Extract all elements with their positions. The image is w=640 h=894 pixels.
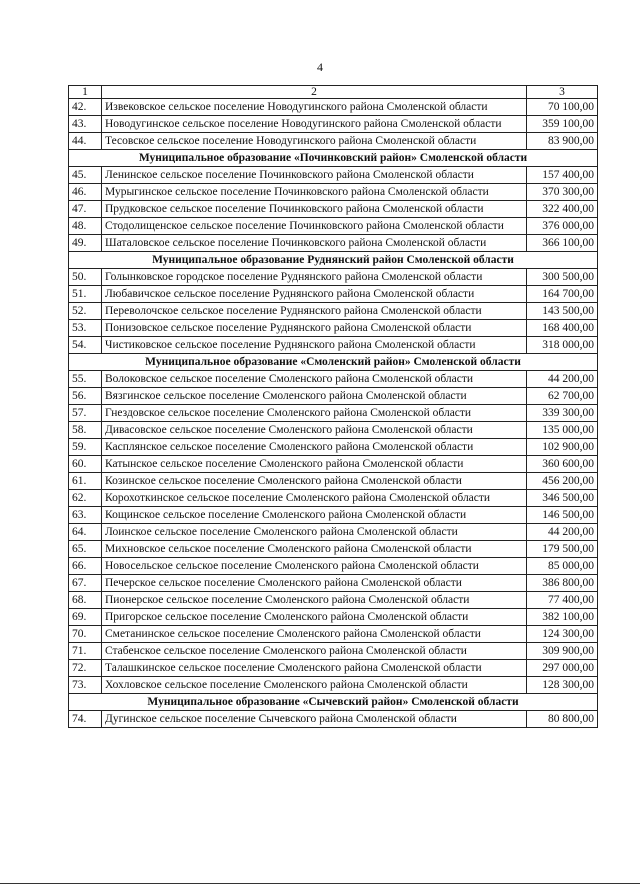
row-number: 61.	[69, 473, 102, 490]
row-number: 50.	[69, 269, 102, 286]
table-row	[69, 99, 598, 116]
row-number: 73.	[69, 677, 102, 694]
row-number: 69.	[69, 609, 102, 626]
amount: 85 000,00	[527, 558, 598, 575]
amount: 322 400,00	[527, 201, 598, 218]
settlement-name: Чистиковское сельское поселение Руднянского района Смоленской области	[102, 337, 527, 354]
row-number: 67.	[69, 575, 102, 592]
amount: 62 700,00	[527, 388, 598, 405]
amount: 346 500,00	[527, 490, 598, 507]
amount: 456 200,00	[527, 473, 598, 490]
settlement-name: Вязгинское сельское поселение Смоленского района Смоленской области	[102, 388, 527, 405]
table-row	[69, 184, 598, 201]
table-row	[69, 218, 598, 235]
table-row	[69, 388, 598, 405]
table-row	[69, 490, 598, 507]
amount: 300 500,00	[527, 269, 598, 286]
amount: 135 000,00	[527, 422, 598, 439]
amount: 382 100,00	[527, 609, 598, 626]
amount: 297 000,00	[527, 660, 598, 677]
settlement-name: Стодолищенское сельское поселение Починковского района Смоленской области	[102, 218, 527, 235]
table-row	[69, 660, 598, 677]
settlement-name: Новодугинское сельское поселение Новодугинского района Смоленской области	[102, 116, 527, 133]
amount: 70 100,00	[527, 99, 598, 116]
amount: 128 300,00	[527, 677, 598, 694]
amount: 83 900,00	[527, 133, 598, 150]
row-number: 45.	[69, 167, 102, 184]
table-header-row	[69, 86, 598, 99]
row-number: 49.	[69, 235, 102, 252]
amount: 370 300,00	[527, 184, 598, 201]
table-row	[69, 116, 598, 133]
table-row	[69, 422, 598, 439]
settlement-name: Любавичское сельское поселение Руднянского района Смоленской области	[102, 286, 527, 303]
table-row	[69, 711, 598, 728]
group-header-row	[69, 694, 598, 711]
settlement-name: Дугинское сельское поселение Сычевского района Смоленской области	[102, 711, 527, 728]
row-number: 65.	[69, 541, 102, 558]
settlement-name: Голынковское городское поселение Руднянского района Смоленской области	[102, 269, 527, 286]
group-title: Муниципальное образование «Починковский район» Смоленской области	[69, 150, 598, 167]
amount: 77 400,00	[527, 592, 598, 609]
settlement-name: Волоковское сельское поселение Смоленского района Смоленской области	[102, 371, 527, 388]
settlement-name: Михновское сельское поселение Смоленского района Смоленской области	[102, 541, 527, 558]
settlement-name: Дивасовское сельское поселение Смоленского района Смоленской области	[102, 422, 527, 439]
group-title: Муниципальное образование «Сычевский район» Смоленской области	[69, 694, 598, 711]
table-row	[69, 439, 598, 456]
allocation-table	[68, 85, 598, 728]
row-number: 68.	[69, 592, 102, 609]
table-row	[69, 609, 598, 626]
amount: 366 100,00	[527, 235, 598, 252]
table-row	[69, 677, 598, 694]
table-row	[69, 235, 598, 252]
row-number: 58.	[69, 422, 102, 439]
row-number: 51.	[69, 286, 102, 303]
amount: 386 800,00	[527, 575, 598, 592]
settlement-name: Корохоткинское сельское поселение Смоленского района Смоленской области	[102, 490, 527, 507]
table-row	[69, 541, 598, 558]
amount: 44 200,00	[527, 524, 598, 541]
settlement-name: Прудковское сельское поселение Починковского района Смоленской области	[102, 201, 527, 218]
settlement-name: Лоинское сельское поселение Смоленского района Смоленской области	[102, 524, 527, 541]
settlement-name: Сметанинское сельское поселение Смоленского района Смоленской области	[102, 626, 527, 643]
row-number: 70.	[69, 626, 102, 643]
table-row	[69, 558, 598, 575]
row-number: 59.	[69, 439, 102, 456]
settlement-name: Хохловское сельское поселение Смоленского района Смоленской области	[102, 677, 527, 694]
amount: 146 500,00	[527, 507, 598, 524]
settlement-name: Понизовское сельское поселение Руднянского района Смоленской области	[102, 320, 527, 337]
group-title: Муниципальное образование «Смоленский район» Смоленской области	[69, 354, 598, 371]
table-row	[69, 575, 598, 592]
header-col-2: 2	[102, 86, 527, 99]
table-row	[69, 269, 598, 286]
amount: 44 200,00	[527, 371, 598, 388]
table-row	[69, 626, 598, 643]
amount: 359 100,00	[527, 116, 598, 133]
amount: 376 000,00	[527, 218, 598, 235]
row-number: 47.	[69, 201, 102, 218]
amount: 102 900,00	[527, 439, 598, 456]
row-number: 57.	[69, 405, 102, 422]
page-bottom-rule	[0, 883, 640, 884]
amount: 309 900,00	[527, 643, 598, 660]
amount: 80 800,00	[527, 711, 598, 728]
table-row	[69, 303, 598, 320]
table-row	[69, 405, 598, 422]
table-row	[69, 371, 598, 388]
settlement-name: Кощинское сельское поселение Смоленского района Смоленской области	[102, 507, 527, 524]
table-row	[69, 643, 598, 660]
settlement-name: Печерское сельское поселение Смоленского района Смоленской области	[102, 575, 527, 592]
table-row	[69, 133, 598, 150]
settlement-name: Стабенское сельское поселение Смоленского района Смоленской области	[102, 643, 527, 660]
row-number: 62.	[69, 490, 102, 507]
table-row	[69, 337, 598, 354]
settlement-name: Козинское сельское поселение Смоленского района Смоленской области	[102, 473, 527, 490]
amount: 339 300,00	[527, 405, 598, 422]
group-header-row	[69, 354, 598, 371]
row-number: 64.	[69, 524, 102, 541]
table-row	[69, 286, 598, 303]
amount: 164 700,00	[527, 286, 598, 303]
settlement-name: Ленинское сельское поселение Починковского района Смоленской области	[102, 167, 527, 184]
group-title: Муниципальное образование Руднянский район Смоленской области	[69, 252, 598, 269]
table-row	[69, 167, 598, 184]
table-row	[69, 320, 598, 337]
amount: 168 400,00	[527, 320, 598, 337]
settlement-name: Катынское сельское поселение Смоленского района Смоленской области	[102, 456, 527, 473]
row-number: 72.	[69, 660, 102, 677]
settlement-name: Мурыгинское сельское поселение Починковского района Смоленской области	[102, 184, 527, 201]
settlement-name: Шаталовское сельское поселение Починковского района Смоленской области	[102, 235, 527, 252]
row-number: 66.	[69, 558, 102, 575]
row-number: 43.	[69, 116, 102, 133]
settlement-name: Пригорское сельское поселение Смоленского района Смоленской области	[102, 609, 527, 626]
row-number: 55.	[69, 371, 102, 388]
table-row	[69, 592, 598, 609]
settlement-name: Тесовское сельское поселение Новодугинского района Смоленской области	[102, 133, 527, 150]
group-header-row	[69, 150, 598, 167]
table-row	[69, 201, 598, 218]
header-col-3: 3	[527, 86, 598, 99]
row-number: 74.	[69, 711, 102, 728]
settlement-name: Переволочское сельское поселение Руднянского района Смоленской области	[102, 303, 527, 320]
settlement-name: Извековское сельское поселение Новодугинского района Смоленской области	[102, 99, 527, 116]
settlement-name: Талашкинское сельское поселение Смоленского района Смоленской области	[102, 660, 527, 677]
row-number: 53.	[69, 320, 102, 337]
row-number: 60.	[69, 456, 102, 473]
settlement-name: Пионерское сельское поселение Смоленского района Смоленской области	[102, 592, 527, 609]
settlement-name: Новосельское сельское поселение Смоленского района Смоленской области	[102, 558, 527, 575]
settlement-name: Касплянское сельское поселение Смоленского района Смоленской области	[102, 439, 527, 456]
row-number: 54.	[69, 337, 102, 354]
page-number: 4	[317, 60, 323, 74]
amount: 360 600,00	[527, 456, 598, 473]
table-row	[69, 524, 598, 541]
amount: 157 400,00	[527, 167, 598, 184]
row-number: 52.	[69, 303, 102, 320]
amount: 179 500,00	[527, 541, 598, 558]
row-number: 44.	[69, 133, 102, 150]
row-number: 56.	[69, 388, 102, 405]
row-number: 63.	[69, 507, 102, 524]
row-number: 46.	[69, 184, 102, 201]
header-col-1: 1	[69, 86, 102, 99]
row-number: 42.	[69, 99, 102, 116]
amount: 318 000,00	[527, 337, 598, 354]
settlement-name: Гнездовское сельское поселение Смоленского района Смоленской области	[102, 405, 527, 422]
amount: 143 500,00	[527, 303, 598, 320]
row-number: 71.	[69, 643, 102, 660]
group-header-row	[69, 252, 598, 269]
table-row	[69, 507, 598, 524]
table-row	[69, 456, 598, 473]
row-number: 48.	[69, 218, 102, 235]
table-row	[69, 473, 598, 490]
amount: 124 300,00	[527, 626, 598, 643]
